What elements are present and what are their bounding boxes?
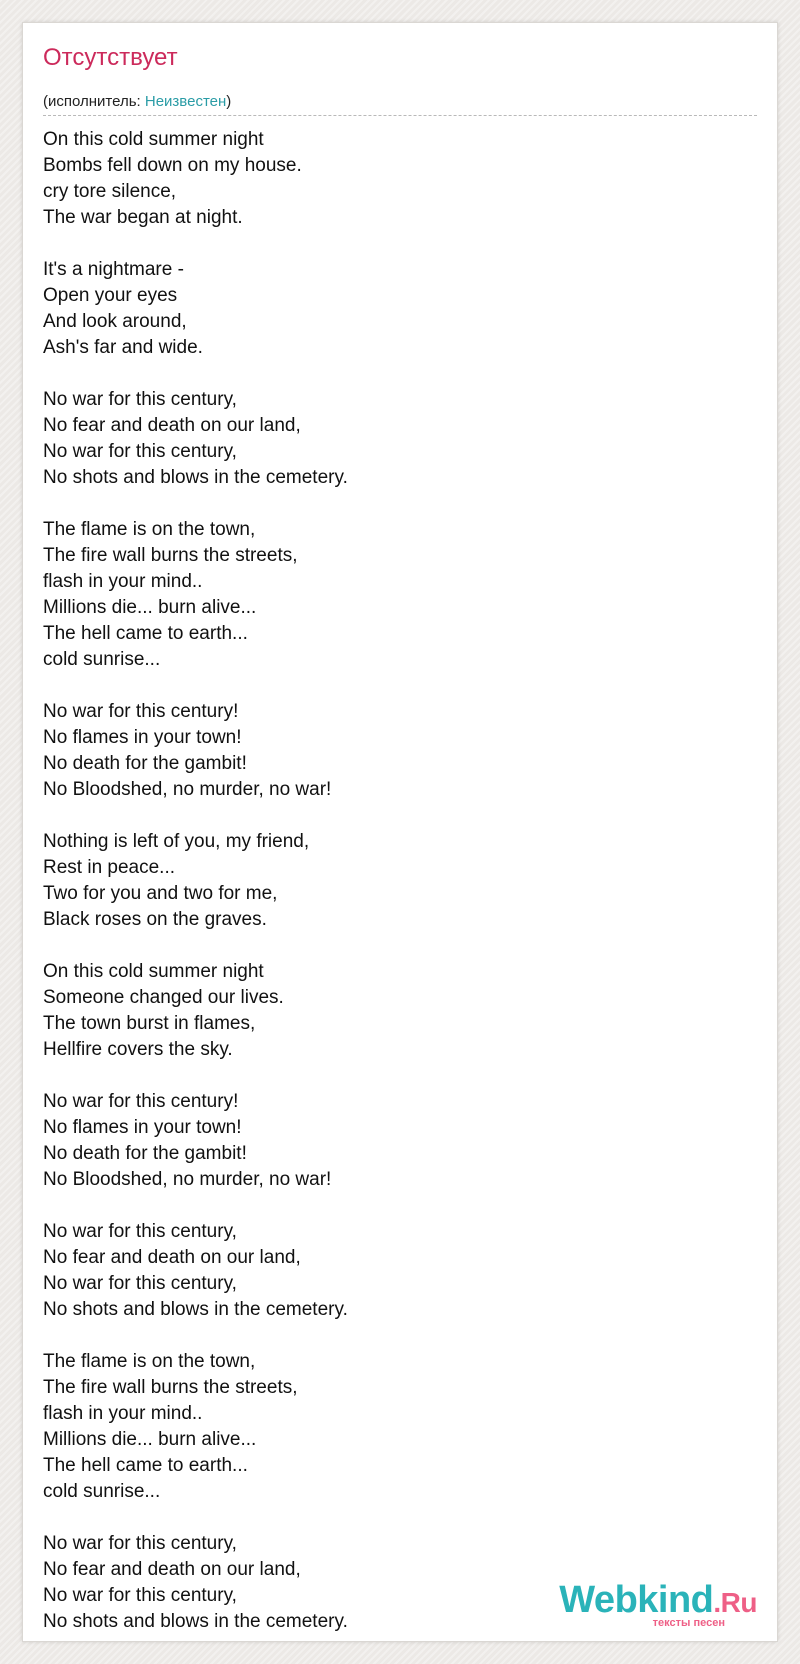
lyric-line: On this cold summer night — [43, 961, 264, 982]
lyric-line: No death for the gambit! — [43, 1143, 247, 1164]
lyric-line: The war began at night. — [43, 207, 243, 228]
lyric-line: cold sunrise... — [43, 1481, 161, 1502]
lyric-line: Black roses on the graves. — [43, 909, 267, 930]
lyric-line: No war for this century, — [43, 1273, 237, 1294]
lyric-line: The hell came to earth... — [43, 623, 248, 644]
lyric-line: Bombs fell down on my house. — [43, 155, 302, 176]
lyrics-body — [43, 127, 743, 1661]
lyrics-stanza — [43, 829, 743, 933]
lyric-line: No shots and blows in the cemetery. — [43, 1611, 348, 1632]
lyric-line: Millions die... burn alive... — [43, 597, 257, 618]
lyric-line: flash in your mind.. — [43, 571, 203, 592]
song-title: Отсутствует — [43, 44, 178, 71]
lyric-line: The town burst in flames, — [43, 1013, 256, 1034]
lyric-line: No war for this century, — [43, 1585, 237, 1606]
lyric-line: No Bloodshed, no murder, no war! — [43, 1169, 332, 1190]
lyric-line: The fire wall burns the streets, — [43, 545, 298, 566]
lyric-line: Nothing is left of you, my friend, — [43, 831, 310, 852]
lyric-line: The hell came to earth... — [43, 1455, 248, 1476]
lyric-line: The flame is on the town, — [43, 1351, 256, 1372]
lyric-line: No Bloodshed, no murder, no war! — [43, 779, 332, 800]
webkind-logo — [559, 1579, 757, 1629]
lyric-line: No war for this century, — [43, 1533, 237, 1554]
lyrics-stanza — [43, 699, 743, 803]
lyric-line: Hellfire covers the sky. — [43, 1039, 233, 1060]
lyrics-stanza — [43, 959, 743, 1063]
lyric-line: cry tore silence, — [43, 181, 177, 202]
lyric-line: Millions die... burn alive... — [43, 1429, 257, 1450]
lyric-line: No war for this century! — [43, 701, 239, 722]
lyrics-stanza — [43, 127, 743, 231]
lyric-line: No war for this century, — [43, 441, 237, 462]
lyrics-stanza — [43, 257, 743, 361]
lyric-line: Rest in peace... — [43, 857, 176, 878]
logo-tld: .Ru — [713, 1587, 757, 1618]
lyric-line: No fear and death on our land, — [43, 415, 301, 436]
artist-prefix: (исполнитель: — [43, 93, 145, 110]
lyrics-stanza — [43, 387, 743, 491]
lyric-line: No fear and death on our land, — [43, 1559, 301, 1580]
lyric-line: No fear and death on our land, — [43, 1247, 301, 1268]
logo-brand: Webkind — [559, 1579, 714, 1621]
artist-suffix: ) — [226, 93, 232, 110]
lyric-line: No flames in your town! — [43, 727, 242, 748]
lyric-line: No shots and blows in the cemetery. — [43, 1299, 348, 1320]
lyrics-card — [22, 22, 778, 1642]
lyric-line: No war for this century, — [43, 1221, 237, 1242]
artist-link[interactable]: Неизвестен — [144, 93, 227, 110]
lyric-line: No death for the gambit! — [43, 753, 247, 774]
lyric-line: It's a nightmare - — [43, 259, 184, 280]
lyric-line: And look around, — [43, 311, 187, 332]
lyrics-stanza — [43, 1349, 743, 1505]
lyric-line: The flame is on the town, — [43, 519, 256, 540]
lyric-line: No flames in your town! — [43, 1117, 242, 1138]
lyrics-stanza — [43, 517, 743, 673]
lyric-line: flash in your mind.. — [43, 1403, 203, 1424]
lyric-line: No war for this century! — [43, 1091, 239, 1112]
lyric-line: cold sunrise... — [43, 649, 161, 670]
title-divider — [43, 115, 757, 116]
lyric-line: No war for this century, — [43, 389, 237, 410]
lyrics-stanza — [43, 1089, 743, 1193]
lyric-line: No shots and blows in the cemetery. — [43, 467, 348, 488]
lyric-line: On this cold summer night — [43, 129, 264, 150]
lyrics-stanza — [43, 1219, 743, 1323]
logo-tagline: тексты песен — [652, 1617, 725, 1629]
lyric-line: Two for you and two for me, — [43, 883, 278, 904]
lyric-line: The fire wall burns the streets, — [43, 1377, 298, 1398]
lyric-line: Open your eyes — [43, 285, 178, 306]
artist-line — [43, 93, 231, 111]
lyric-line: Someone changed our lives. — [43, 987, 284, 1008]
lyric-line: Ash's far and wide. — [43, 337, 203, 358]
